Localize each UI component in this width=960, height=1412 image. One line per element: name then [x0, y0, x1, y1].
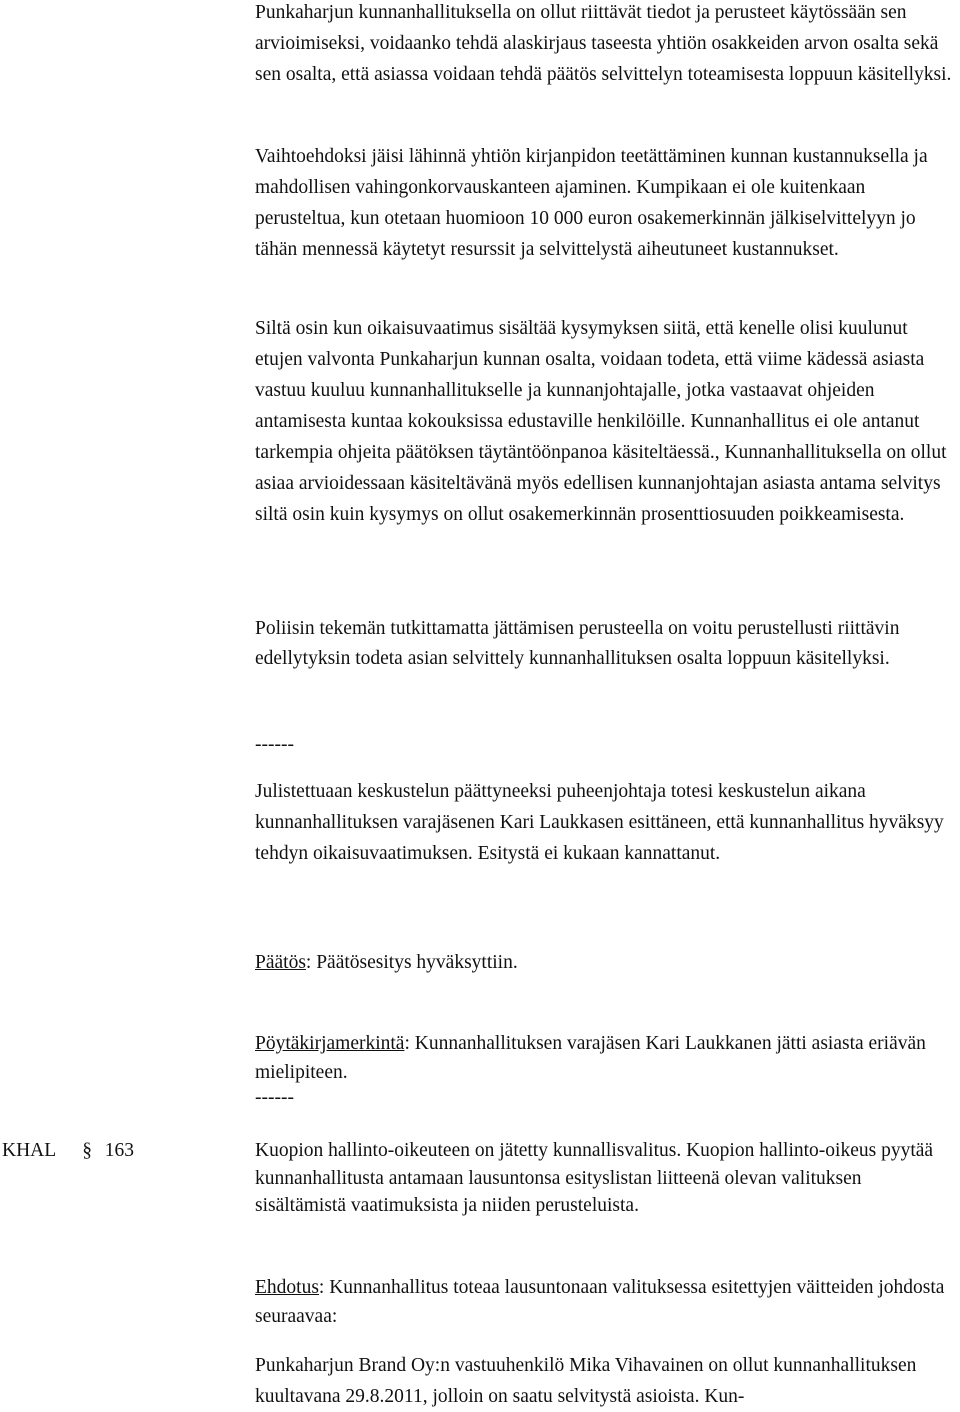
- paragraph-vaihtoehto: Vaihtoehdoksi jäisi lähinnä yhtiön kirjanpidon teetättäminen kunnan kustannuksella ja mahdollisen vahingonkorvauskanteen ajaminen. Kumpikaan ei ole kuitenkaan perusteltua, kun otetaan huomioon 10 000 euron osakemerkinnän jälkiselvittelyyn jo tähän mennessä käytetyt resurssit ja selvittelystä aiheutuneet kustannukset.: [255, 146, 928, 260]
- decision-line: [255, 948, 956, 978]
- paragraph-tiedot: Punkaharjun kunnanhallituksella on ollut riittävät tiedot ja perusteet käytössään sen arvioimiseksi, voidaanko tehdä alaskirjaus taseesta yhtiön osakkeiden arvon osalta sekä sen osalta, että asiassa voidaan tehdä päätös selvittelyn toteamisesta loppuun käsitellyksi.: [255, 2, 952, 85]
- decision-text: : Päätösesitys hyväksyttiin.: [305, 952, 518, 973]
- separator-line-2: ------: [255, 1087, 294, 1108]
- paragraph-valitus: Kuopion hallinto-oikeuteen on jätetty kunnallisvalitus. Kuopion hallinto-oikeus pyytää kunnanhallitusta antamaan lausuntonsa esityslistan liitteenä olevan valituksen sisältämistä vaatimuksista ja niiden perusteluista.: [255, 1140, 934, 1216]
- separator-line: ------: [255, 734, 294, 755]
- minutes-note: [255, 1030, 956, 1087]
- decision-label: Päätös: [255, 952, 306, 973]
- paragraph-keskustelu: Julistettuaan keskustelun päättyneeksi puheenjohtaja totesi keskustelun aikana kunnanhallituksen varajäsenen Kari Laukkasen esittäneen, että kunnanhallitus hyväksyy tehdyn oikaisuvaatimuksen. Esitystä ei kukaan kannattanut.: [255, 781, 944, 864]
- minutes-label: Pöytäkirjamerkintä: [255, 1033, 405, 1054]
- minutes-text: : Kunnanhallituksen varajäsen Kari Laukkanen jätti asiasta eriävän mielipiteen.: [255, 1033, 926, 1083]
- proposal-label: Ehdotus: [255, 1277, 319, 1298]
- section-number: 163: [104, 1140, 134, 1161]
- section-reference: [2, 1137, 134, 1164]
- proposal-text: : Kunnanhallitus toteaa lausuntonaan valituksessa esitettyjen väitteiden johdosta seuraavaa:: [255, 1277, 945, 1327]
- section-symbol: §: [82, 1140, 92, 1161]
- paragraph-vastuuhenkilo: Punkaharjun Brand Oy:n vastuuhenkilö Mika Vihavainen on ollut kunnanhallituksen kuultavana 29.8.2011, jolloin on saatu selvitystä asioista. Kun-: [255, 1355, 917, 1407]
- proposal-line: [255, 1274, 956, 1331]
- paragraph-poliisi: Poliisin tekemän tutkittamatta jättämisen perusteella on voitu perustellusti riittävin edellytyksin todeta asian selvittely kunnanhallituksen osalta loppuun käsitellyksi.: [255, 618, 900, 669]
- section-prefix: KHAL: [2, 1140, 56, 1161]
- paragraph-oikaisuvaatimus: Siltä osin kun oikaisuvaatimus sisältää kysymyksen siitä, että kenelle olisi kuulunut etujen valvonta Punkaharjun kunnan osalta, voidaan todeta, että viime kädessä asiasta vastuu kuuluu kunnanhallitukselle ja kunnanjohtajalle, jotka vastaavat ohjeiden antamisesta kuntaa kokouksissa edustaville henkilöille. Kunnanhallitus ei ole antanut tarkempia ohjeita päätöksen täytäntöönpanoa käsiteltäessä., Kunnanhallituksella on ollut asiaa arvioidessaan käsiteltävänä myös edellisen kunnanjohtajan asiasta antama selvitys siltä osin kuin kysymys on ollut osakemerkinnän prosenttiosuuden poikkeamisesta.: [255, 318, 947, 525]
